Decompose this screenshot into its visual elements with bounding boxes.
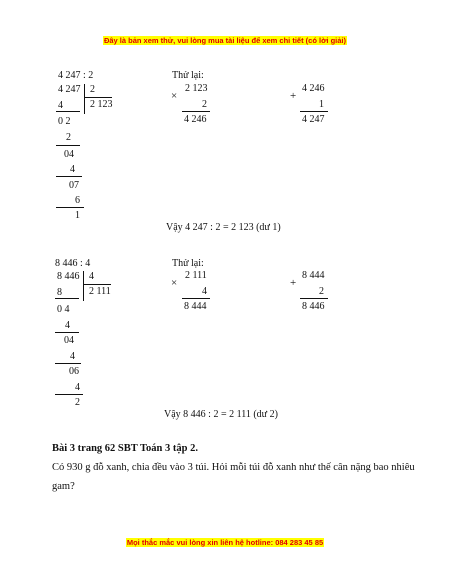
- remainder-addend: 1: [319, 99, 324, 110]
- preview-notice-banner: [0, 36, 450, 45]
- step-underline: [56, 145, 80, 146]
- sum: 8 446: [302, 301, 325, 312]
- division-step: 4: [58, 100, 63, 111]
- product: 8 444: [184, 301, 207, 312]
- step-underline: [55, 363, 81, 364]
- exercise-text: Có 930 g đỗ xanh, chia đều vào 3 túi. Hỏi mỗi túi đỗ xanh như thế cân nặng bao nhiêu gam?: [52, 462, 415, 492]
- addend: 8 444: [302, 270, 325, 281]
- step-underline: [55, 298, 79, 299]
- division-step: 6: [75, 195, 80, 206]
- dividend: 8 446: [57, 271, 80, 282]
- division-step: 2: [66, 132, 71, 143]
- division-step: 0 4: [57, 304, 70, 315]
- addition-line: [300, 111, 328, 112]
- division-vertical-line: [83, 271, 84, 301]
- division-step: 0 2: [58, 116, 71, 127]
- division-vertical-line: [84, 84, 85, 114]
- division-step: 04: [64, 335, 74, 346]
- plus-sign: +: [290, 277, 297, 289]
- addend: 4 246: [302, 83, 325, 94]
- plus-sign: +: [290, 90, 297, 102]
- division-step: 8: [57, 287, 62, 298]
- hotline-text: Mọi thắc mắc vui lòng xin liên hệ hotline: 084 283 45 85: [126, 538, 324, 547]
- step-underline: [55, 332, 79, 333]
- division-remainder: 2: [75, 397, 80, 408]
- division-expression: 8 446 : 4: [55, 258, 91, 269]
- step-underline: [56, 176, 82, 177]
- step-underline: [55, 394, 83, 395]
- addition-line: [300, 298, 328, 299]
- multiplicand: 2 123: [185, 83, 208, 94]
- quotient: 2 123: [90, 99, 113, 110]
- division-step: 4: [75, 382, 80, 393]
- divisor: 4: [89, 271, 94, 282]
- multiplication-line: [182, 111, 210, 112]
- division-step: 4: [70, 164, 75, 175]
- times-sign: ×: [171, 90, 178, 102]
- hotline-banner: [0, 538, 450, 547]
- quotient: 2 111: [89, 286, 111, 297]
- divisor-underline: [84, 97, 112, 98]
- conclusion: Vậy 8 446 : 2 = 2 111 (dư 2): [164, 409, 278, 420]
- conclusion: Vậy 4 247 : 2 = 2 123 (dư 1): [166, 222, 281, 233]
- divisor: 2: [90, 84, 95, 95]
- division-step: 06: [69, 366, 79, 377]
- dividend: 4 247: [58, 84, 81, 95]
- multiplicand: 2 111: [185, 270, 207, 281]
- division-step: 4: [70, 351, 75, 362]
- multiplier: 4: [202, 286, 207, 297]
- times-sign: ×: [171, 277, 178, 289]
- division-expression: 4 247 : 2: [58, 70, 94, 81]
- exercise-title: Bài 3 trang 62 SBT Toán 3 tập 2.: [52, 443, 198, 454]
- sum: 4 247: [302, 114, 325, 125]
- divisor-underline: [83, 284, 111, 285]
- check-label: Thử lại:: [172, 70, 204, 81]
- division-step: 4: [65, 320, 70, 331]
- check-label: Thử lại:: [172, 258, 204, 269]
- division-remainder: 1: [75, 210, 80, 221]
- preview-notice-text: Đây là bản xem thử, vui lòng mua tài liệu để xem chi tiết (có lời giải): [103, 36, 347, 45]
- step-underline: [56, 207, 84, 208]
- remainder-addend: 2: [319, 286, 324, 297]
- step-underline: [56, 111, 80, 112]
- multiplier: 2: [202, 99, 207, 110]
- multiplication-line: [182, 298, 210, 299]
- product: 4 246: [184, 114, 207, 125]
- division-step: 04: [64, 149, 74, 160]
- division-step: 07: [69, 180, 79, 191]
